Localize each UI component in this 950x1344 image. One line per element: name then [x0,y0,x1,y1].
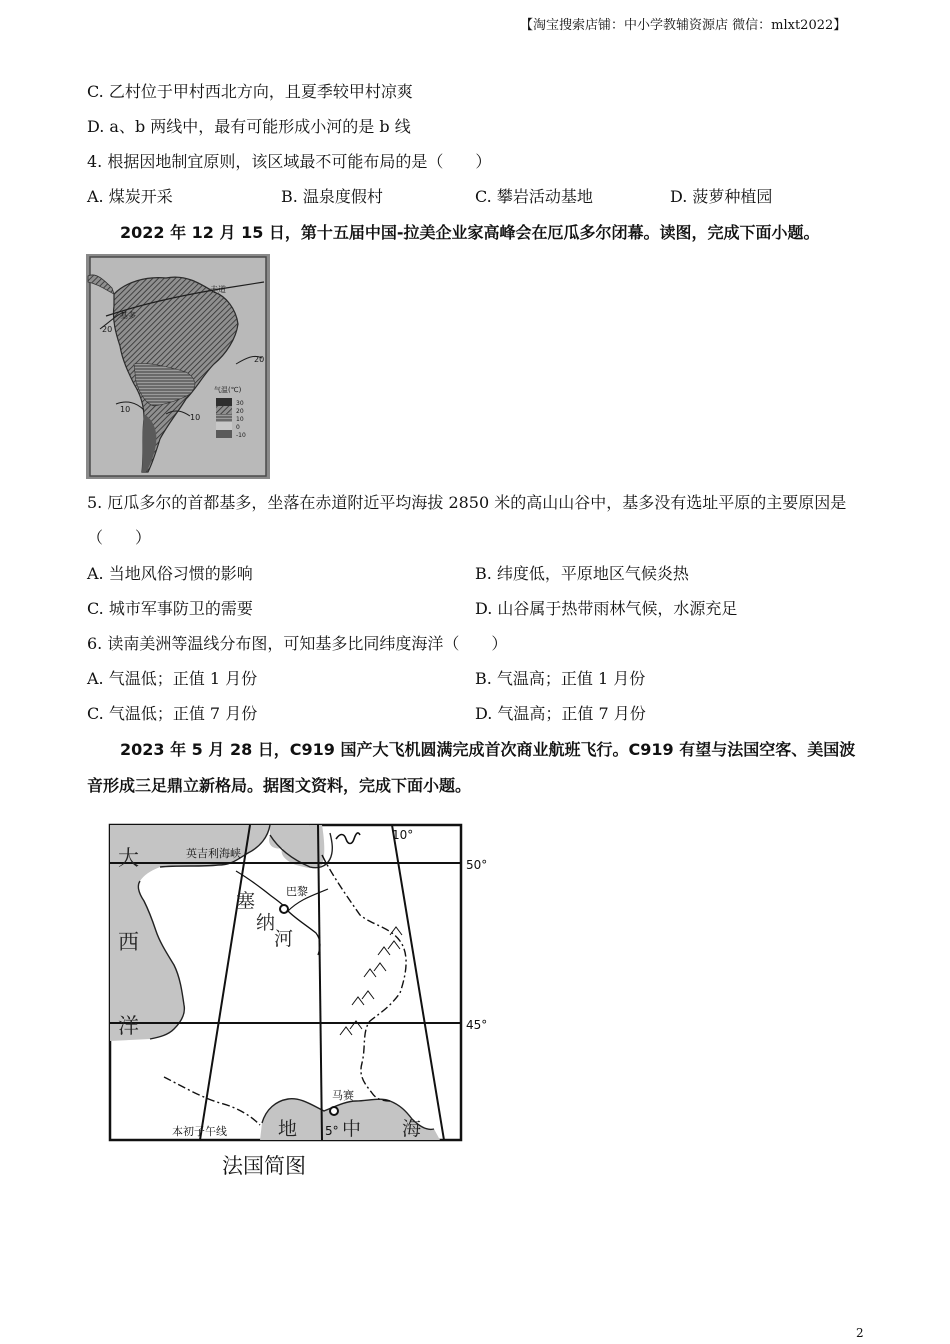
q6-option-b: B. 气温高；正值 1 月份 [475,669,646,688]
q5-stem: 5. 厄瓜多尔的首都基多，坐落在赤道附近平均海拔 2850 米的高山山谷中，基多没有选址平原的主要原因是 [87,493,847,512]
q4-option-d: D. 菠萝种植园 [670,187,773,206]
q4-option-c: C. 攀岩活动基地 [475,187,593,206]
legend-title: 气温(℃) [214,386,242,394]
prime-meridian-label: 本初子午线 [172,1125,227,1138]
seine-char-3: 河 [274,928,294,950]
isotherm-label-1: 20 [102,325,113,334]
legend-value-5: -10 [236,432,246,439]
legend-value-1: 30 [236,400,244,407]
lat50-label: 50° [466,858,488,872]
med-char-1: 地 [278,1118,298,1140]
lon5-label: 5° [325,1124,339,1138]
intro-paragraph-2-line-2: 音形成三足鼎立新格局。据图文资料，完成下面小题。 [87,776,472,795]
marseille-label: 马赛 [332,1089,354,1102]
france-map-caption: 法国简图 [222,1154,306,1178]
page-number: 2 [856,1326,864,1340]
q6-stem: 6. 读南美洲等温线分布图，可知基多比同纬度海洋（ ） [87,634,508,653]
intro-paragraph-2-line-1: 2023 年 5 月 28 日，C919 国产大飞机圆满完成首次商业航班飞行。C919 有望与法国空客、美国波 [120,740,856,759]
legend-swatch-3 [216,414,232,422]
med-char-2: 中 [342,1118,362,1140]
france-sketch-map [100,815,500,1145]
q6-option-a: A. 气温低；正值 1 月份 [87,669,258,688]
legend-swatch-5 [216,430,232,438]
legend-value-2: 20 [236,408,244,415]
equator-label: 赤道 [210,285,226,294]
seine-char-1: 塞 [236,890,256,912]
seine-char-2: 纳 [256,912,276,934]
lon10-label: 10° [392,828,414,842]
legend-swatch-1 [216,398,232,406]
q6-option-d: D. 气温高；正值 7 月份 [475,704,646,723]
legend-swatch-4 [216,422,232,430]
q5-option-c: C. 城市军事防卫的需要 [87,599,253,618]
legend-swatch-2 [216,406,232,414]
atlantic-char-1: 大 [118,846,139,870]
channel-label: 英吉利海峡 [186,847,241,860]
q4-option-a: A. 煤炭开采 [87,187,173,206]
q4-option-b: B. 温泉度假村 [281,187,383,206]
legend-value-3: 10 [236,416,244,423]
atlantic-char-2: 西 [118,930,139,954]
paris-marker [280,905,288,913]
page-header: 【淘宝搜索店铺：中小学教辅资源店 微信：mlxt2022】 [520,18,847,33]
marseille-marker [330,1107,338,1115]
option-c-prev: C. 乙村位于甲村西北方向，且夏季较甲村凉爽 [87,82,413,101]
q6-option-c: C. 气温低；正值 7 月份 [87,704,258,723]
legend-value-4: 0 [236,424,240,431]
isotherm-label-2: 20 [254,355,265,364]
lat45-label: 45° [466,1018,488,1032]
option-d-prev: D. a、b 两线中，最有可能形成小河的是 b 线 [87,117,411,136]
isotherm-label-4: 10 [190,413,201,422]
south-america-isotherm-map [86,254,270,479]
q5-option-a: A. 当地风俗习惯的影响 [87,564,253,583]
intro-paragraph-1: 2022 年 12 月 15 日，第十五届中国-拉美企业家高峰会在厄瓜多尔闭幕。读图，完成下面小题。 [120,223,820,242]
med-char-3: 海 [402,1118,422,1140]
q4-stem: 4. 根据因地制宜原则，该区域最不可能布局的是（ ） [87,152,492,171]
q5-option-b: B. 纬度低，平原地区气候炎热 [475,564,689,583]
quito-label: 基多 [120,311,136,320]
isotherm-label-3: 10 [120,405,131,414]
paris-label: 巴黎 [286,885,308,898]
q5-paren: （ ） [87,528,152,547]
atlantic-char-3: 洋 [118,1014,139,1038]
q5-option-d: D. 山谷属于热带雨林气候，水源充足 [475,599,738,618]
